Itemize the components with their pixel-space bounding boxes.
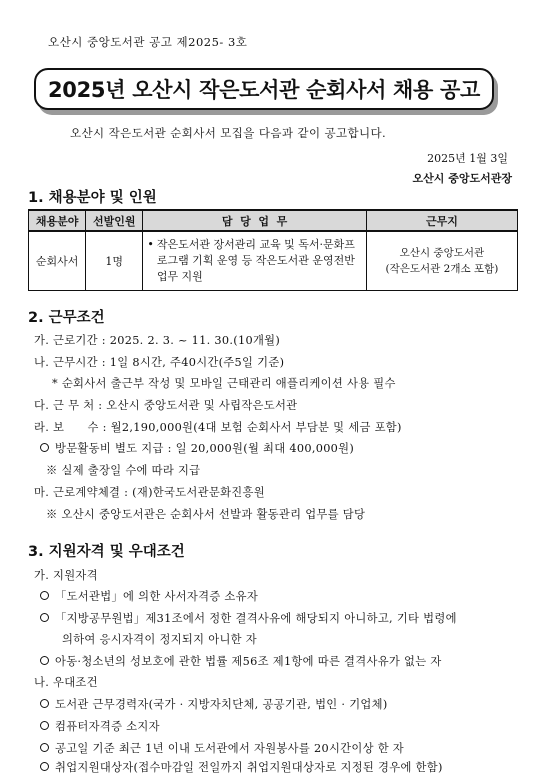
qualification-text: 아동·청소년의 성보호에 관한 법률 제56조 제1항에 따른 결격사유가 없는 자: [55, 655, 442, 668]
table-header-row: [29, 210, 518, 231]
location-line-2: (작은도서관 2개소 포함): [385, 263, 499, 275]
condition-allowance: [40, 440, 354, 456]
qualification-item: [40, 653, 442, 669]
circle-bullet-icon: [40, 443, 49, 452]
title-box: [34, 68, 494, 110]
preference-item: [40, 696, 388, 712]
circle-bullet-icon: [40, 591, 49, 600]
column-header: 선발인원: [86, 210, 143, 231]
cell-count: 1명: [86, 231, 143, 291]
cell-field: 순회사서: [29, 231, 86, 291]
condition-workplace: 다. 근 무 처 : 오산시 중앙도서관 및 사립작은도서관: [34, 399, 298, 412]
column-header: 채용분야: [29, 210, 86, 231]
bullet-icon: •: [147, 238, 154, 251]
condition-hours: 나. 근무시간 : 1일 8시간, 주40시간(주5일 기준): [34, 356, 285, 369]
qualification-item: [40, 610, 457, 626]
circle-bullet-icon: [40, 743, 49, 752]
section-3-heading: 3. 지원자격 및 우대조건: [28, 544, 185, 560]
allowance-note: ※ 실제 출장일 수에 따라 지급: [46, 464, 201, 477]
section-1-heading: 1. 채용분야 및 인원: [28, 190, 157, 206]
cell-location: [366, 231, 517, 291]
announcement-date: 2025년 1월 3일: [427, 152, 508, 165]
qualification-item: [40, 588, 258, 604]
qualification-text: 「지방공무원법」제31조에서 정한 결격사유에 해당되지 아니하고, 기타 법령에: [55, 612, 457, 625]
circle-bullet-icon: [40, 613, 49, 622]
preference-text: 도서관 근무경력자(국가 · 지방자치단체, 공공기관, 법인 · 기업체): [55, 698, 388, 711]
section-2-heading: 2. 근무조건: [28, 310, 105, 326]
preference-text: 컴퓨터자격증 소지자: [55, 720, 160, 733]
intro-text: 오산시 작은도서관 순회사서 모집을 다음과 같이 공고합니다.: [70, 126, 387, 140]
qualification-title: 가. 지원자격: [34, 569, 98, 582]
table-row: [29, 231, 518, 291]
cell-duties: [143, 231, 367, 291]
circle-bullet-icon: [40, 721, 49, 730]
condition-note: * 순회사서 출근부 작성 및 모바일 근태관리 애플리케이션 사용 필수: [52, 377, 396, 390]
circle-bullet-icon: [40, 656, 49, 665]
preference-item: [40, 740, 404, 756]
circle-bullet-icon: [40, 762, 49, 771]
qualification-text: 「도서관법」에 의한 사서자격증 소유자: [55, 590, 259, 603]
preference-item: [40, 718, 160, 734]
location-line-1: 오산시 중앙도서관: [399, 247, 485, 259]
column-header: 담 당 업 무: [143, 210, 367, 231]
preference-text: 취업지원대상자(접수마감일 전일까지 취업지원대상자로 지정된 경우에 한함): [55, 761, 443, 774]
circle-bullet-icon: [40, 699, 49, 708]
condition-contract: 마. 근로계약체결 : (재)한국도서관문화진흥원: [34, 486, 265, 499]
condition-period: 가. 근로기간 : 2025. 2. 3. ~ 11. 30.(10개월): [34, 334, 281, 347]
qualification-continuation: 의하여 응시자격이 정지되지 아니한 자: [62, 633, 257, 646]
column-header: 근무지: [366, 210, 517, 231]
condition-pay: 라. 보 수 : 월2,190,000원(4대 보험 순회사서 부담분 및 세금 포함): [34, 421, 402, 434]
issuer: 오산시 중앙도서관장: [412, 172, 512, 185]
preference-text: 공고일 기준 최근 1년 이내 도서관에서 자원봉사를 20시간이상 한 자: [55, 742, 405, 755]
page-title: 2025년 오산시 작은도서관 순회사서 채용 공고: [47, 78, 481, 102]
duties-text: 작은도서관 장서관리 교육 및 독서·문화프로그램 기획 운영 등 작은도서관 운영전반 업무 지원: [156, 238, 355, 283]
notice-number: 오산시 중앙도서관 공고 제2025- 3호: [48, 35, 248, 49]
allowance-text: 방문활동비 별도 지급 : 일 20,000원(월 최대 400,000원): [55, 442, 355, 455]
preference-title: 나. 우대조건: [34, 676, 98, 689]
recruitment-table: [28, 209, 518, 291]
preference-item: [40, 759, 443, 775]
contract-note: ※ 오산시 중앙도서관은 순회사서 선발과 활동관리 업무를 담당: [46, 508, 366, 521]
